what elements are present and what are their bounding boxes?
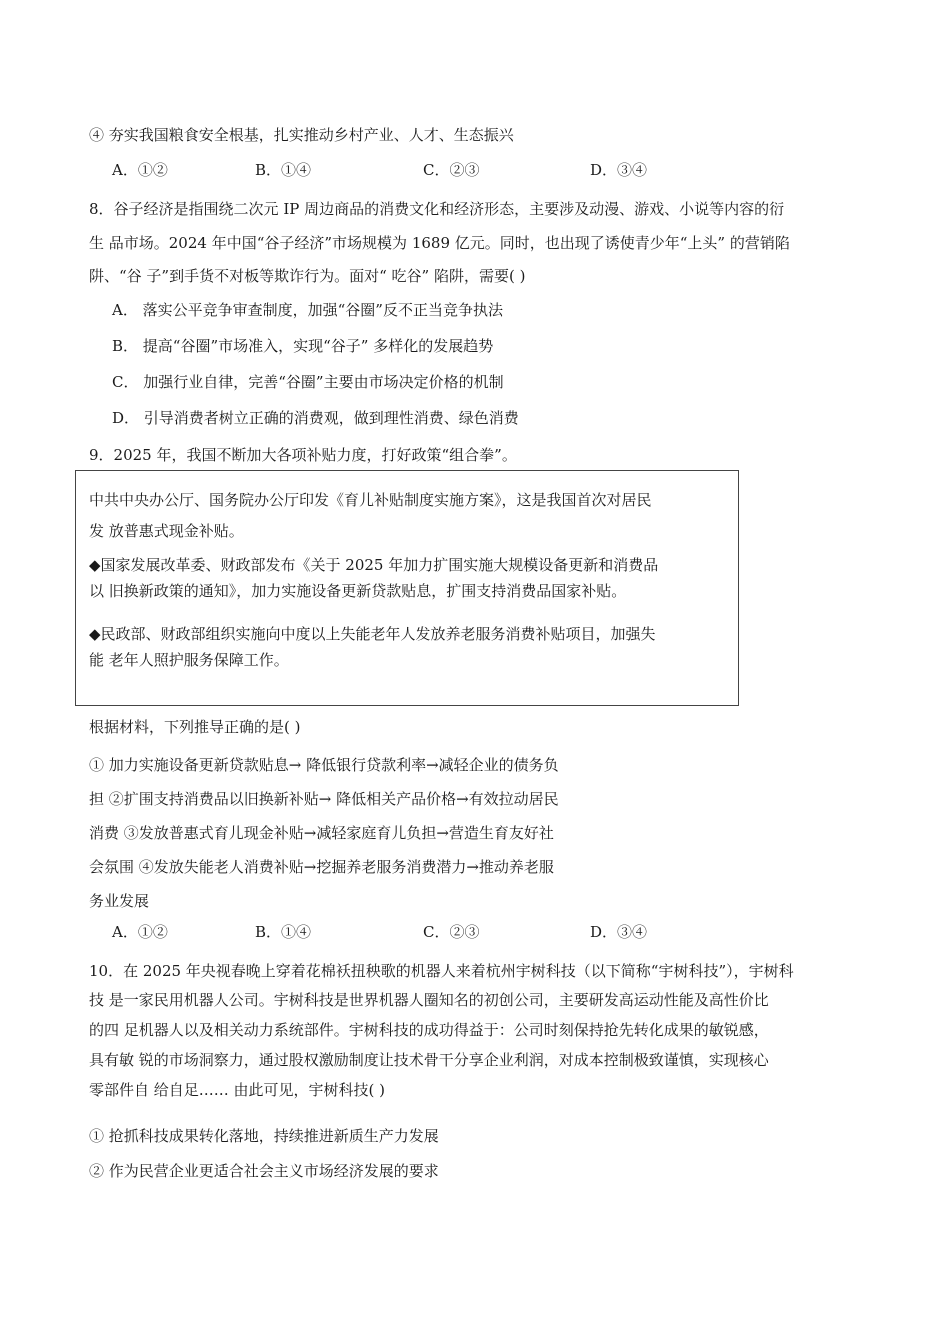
q9-material-line-6: 能 老年人照护服务保障工作。 [89,651,289,669]
q7-item-4: ④ 夯实我国粮食安全根基，扎实推动乡村产业、人才、生态振兴 [89,126,514,144]
q9-item-line-3: 消费 ③发放普惠式育儿现金补贴→减轻家庭育儿负担→营造生育友好社 [89,824,554,842]
q9-item-line-5: 务业发展 [89,892,150,910]
q9-material-line-5: ◆民政部、财政部组织实施向中度以上失能老年人发放养老服务消费补贴项目，加强失 [89,625,656,643]
q8-option-a[interactable]: A． 落实公平竞争审查制度，加强“谷圈”反不正当竞争执法 [112,301,503,319]
q7-option-c[interactable]: C．②③ [423,161,480,179]
q9-stem: 9．2025 年，我国不断加大各项补贴力度，打好政策“组合拳”。 [89,446,517,464]
q9-option-c[interactable]: C．②③ [423,923,480,941]
q9-item-line-1: ① 加力实施设备更新贷款贴息→ 降低银行贷款利率→减轻企业的债务负 [89,756,559,774]
q8-stem-line-2: 生 品市场。2024 年中国“谷子经济”市场规模为 1689 亿元。同时，也出现了诱使青少年“上头” 的营销陷 [89,234,790,252]
q10-stem-line-3: 的四 足机器人以及相关动力系统部件。宇树科技的成功得益于：公司时刻保持抢先转化成果的敏锐感， [89,1021,769,1039]
q7-option-d[interactable]: D．③④ [590,161,648,179]
q9-material-line-4: 以 旧换新政策的通知》，加力实施设备更新贷款贴息，扩围支持消费品国家补贴。 [89,582,627,600]
q10-stem-line-4: 具有敏 锐的市场洞察力，通过股权激励制度让技术骨干分享企业利润，对成本控制极致谨慎，实现核心 [89,1051,769,1069]
q10-item-1: ① 抢抓科技成果转化落地，持续推进新质生产力发展 [89,1127,439,1145]
q9-option-b[interactable]: B．①④ [255,923,312,941]
q8-stem-line-3: 阱、“谷 子”到手货不对板等欺诈行为。面对“ 吃谷” 陷阱，需要( ) [89,267,526,285]
q9-material-line-3: ◆国家发展改革委、财政部发布《关于 2025 年加力扩围实施大规模设备更新和消费品 [89,556,659,574]
q9-item-line-2: 担 ②扩围支持消费品以旧换新补贴→ 降低相关产品价格→有效拉动居民 [89,790,559,808]
q9-option-d[interactable]: D．③④ [590,923,648,941]
q9-item-line-4: 会氛围 ④发放失能老人消费补贴→挖掘养老服务消费潜力→推动养老服 [89,858,554,876]
q9-question: 根据材料，下列推导正确的是( ) [89,718,301,736]
q8-option-c[interactable]: C． 加强行业自律，完善“谷圈”主要由市场决定价格的机制 [112,373,504,391]
q7-option-a[interactable]: A．①② [112,161,168,179]
q8-stem-line-1: 8．谷子经济是指围绕二次元 IP 周边商品的消费文化和经济形态，主要涉及动漫、游戏、小说等内容的衍 [89,200,785,218]
q10-stem-line-2: 技 是一家民用机器人公司。宇树科技是世界机器人圈知名的初创公司，主要研发高运动性能及高性价比 [89,991,769,1009]
q10-stem-line-5: 零部件自 给自足…… 由此可见，宇树科技( ) [89,1081,386,1099]
q8-option-b[interactable]: B． 提高“谷圈”市场准入，实现“谷子” 多样化的发展趋势 [112,337,494,355]
q10-item-2: ② 作为民营企业更适合社会主义市场经济发展的要求 [89,1162,439,1180]
q10-stem-line-1: 10．在 2025 年央视春晚上穿着花棉袄扭秧歌的机器人来着杭州宇树科技（以下简称“宇树科技”），宇树科 [89,962,794,980]
q9-option-a[interactable]: A．①② [112,923,168,941]
q9-material-line-2: 发 放普惠式现金补贴。 [89,522,244,540]
q8-option-d[interactable]: D． 引导消费者树立正确的消费观，做到理性消费、绿色消费 [112,409,519,427]
q7-option-b[interactable]: B．①④ [255,161,312,179]
q9-material-line-1: 中共中央办公厅、国务院办公厅印发《育儿补贴制度实施方案》，这是我国首次对居民 [89,491,652,509]
